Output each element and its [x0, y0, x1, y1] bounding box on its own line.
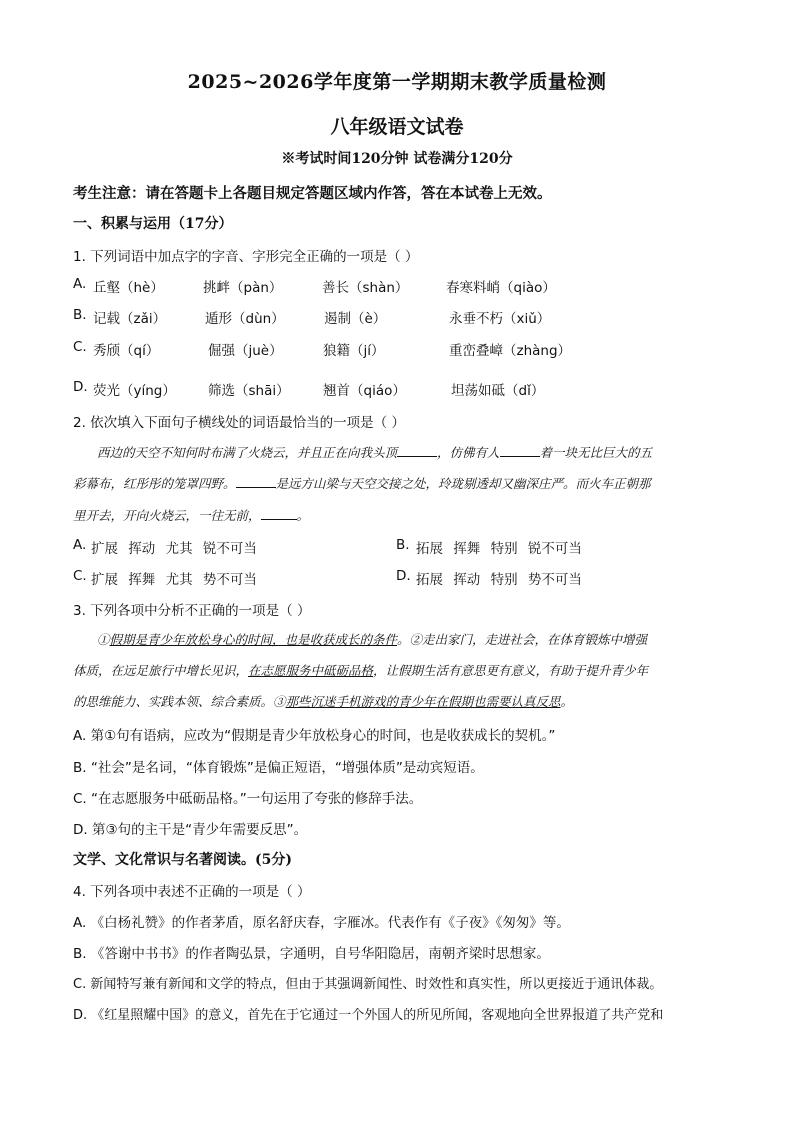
underlined-phrase: 在志愿服务中砥砺品格 — [248, 663, 374, 678]
option-label: D. — [73, 379, 88, 395]
option-word: 挑衅（pàn） — [203, 280, 283, 296]
option-label: C. — [73, 339, 87, 355]
answer-blank — [261, 507, 297, 520]
q3-passage-line-1: ①假期是青少年放松身心的时间，也是收获成长的条件。②走出家门，走进社会，在体育锻炼中增强 — [97, 632, 648, 647]
option-text: 拓展 挥舞 特别 锐不可当 — [416, 541, 582, 557]
option-word: 记载（zǎi） — [93, 311, 167, 327]
q3-option-c: C. “在志愿服务中砥砺品格。”一句运用了夸张的修辞手法。 — [73, 791, 423, 807]
option-label: A. — [73, 276, 87, 292]
option-label: B. — [73, 307, 87, 323]
option-word: 翘首（qiáo） — [323, 383, 406, 399]
exam-title: 2025~2026学年度第一学期期末教学质量检测 — [187, 71, 607, 93]
option-word: 重峦叠嶂（zhàng） — [449, 343, 572, 359]
question-1-stem: 1. 下列词语中加点字的字音、字形完全正确的一项是（ ） — [73, 249, 419, 265]
option-text: 扩展 挥舞 尤其 势不可当 — [91, 572, 257, 588]
option-text: 扩展 挥动 尤其 锐不可当 — [91, 541, 257, 557]
underlined-sentence-1: 假期是青少年放松身心的时间，也是收获成长的条件 — [109, 632, 398, 647]
option-word: 倔强（juè） — [208, 343, 283, 359]
q2-options-row-1 — [73, 537, 733, 557]
q1-option-a — [73, 276, 733, 296]
q2-options-row-2 — [73, 568, 733, 588]
option-word: 遁形（dùn） — [205, 311, 285, 327]
option-word: 坦荡如砥（dǐ） — [451, 383, 545, 399]
q1-option-b — [73, 307, 733, 327]
option-word: 荧光（yíng） — [93, 383, 176, 399]
q4-option-a: A. 《白杨礼赞》的作者茅盾，原名舒庆春，字雁冰。代表作有《子夜》《匆匆》等。 — [73, 915, 570, 931]
q3-option-a: A. 第①句有语病，应改为“假期是青少年放松身心的时间，也是收获成长的契机。” — [73, 728, 556, 744]
section-2-title: 文学、文化常识与名著阅读。(5分) — [73, 852, 292, 868]
q2-passage-line-2: 彩幕布，红彤彤的笼罩四野。 是远方山梁与天空交接之处，玲珑剔透却又幽深庄严。而火车正朝那 — [73, 476, 651, 491]
q2-passage-line-3: 里开去，开向火烧云，一往无前， 。 — [73, 508, 310, 523]
q3-option-d: D. 第③句的主干是“青少年需要反思”。 — [73, 822, 308, 838]
option-word: 永垂不朽（xiǔ） — [449, 311, 551, 327]
question-3-stem: 3. 下列各项中分析不正确的一项是（ ） — [73, 603, 311, 619]
q3-passage-line-3: 的思维能力、实践本领、综合素质。③那些沉迷手机游戏的青少年在假期也需要认真反思。 — [73, 694, 574, 709]
answer-blank — [236, 475, 276, 488]
option-label: C. — [73, 568, 87, 584]
option-word: 秀颀（qí） — [93, 343, 160, 359]
q4-option-b: B. 《答谢中书书》的作者陶弘景，字通明，自号华阳隐居，南朝齐梁时思想家。 — [73, 946, 550, 962]
option-label: D. — [396, 568, 411, 584]
option-word: 筛选（shāi） — [208, 383, 290, 399]
option-word: 春寒料峭（qiào） — [446, 280, 556, 296]
option-word: 丘壑（hè） — [93, 280, 164, 296]
q2-passage-line-1: 西边的天空不知何时布满了火烧云，并且正在向我头顶 ，仿佛有人 着一块无比巨大的五 — [97, 445, 653, 460]
answer-blank — [500, 444, 540, 457]
q4-option-c: C. 新闻特写兼有新闻和文学的特点，但由于其强调新闻性、时效性和真实性，所以更接近于通讯体裁。 — [73, 977, 663, 992]
candidate-notice: 考生注意：请在答题卡上各题目规定答题区域内作答，答在本试卷上无效。 — [73, 185, 552, 202]
exam-subtitle: 八年级语文试卷 — [330, 116, 464, 138]
question-2-stem: 2. 依次填入下面句子横线处的词语最恰当的一项是（ ） — [73, 415, 405, 431]
underlined-sentence-3: 那些沉迷手机游戏的青少年在假期也需要认真反思 — [285, 694, 561, 709]
option-word: 狼籍（jí） — [323, 343, 385, 359]
q3-passage-line-2: 体质，在远足旅行中增长见识，在志愿服务中砥砺品格，让假期生活有意思更有意义，有助于提升青少年 — [73, 663, 649, 678]
q3-option-b: B. “社会”是名词，“体育锻炼”是偏正短语，“增强体质”是动宾短语。 — [73, 760, 484, 776]
q4-option-d: D. 《红星照耀中国》的意义，首先在于它通过一个外国人的所见所闻，客观地向全世界报道了共产党和 — [73, 1008, 664, 1023]
option-word: 善长（shàn） — [322, 280, 409, 296]
q1-option-c — [73, 339, 733, 359]
option-label: A. — [73, 537, 87, 553]
answer-blank — [397, 444, 437, 457]
option-label: B. — [396, 537, 410, 553]
section-1-title: 一、积累与运用（17分） — [73, 216, 233, 232]
exam-info: ※考试时间120分钟 试卷满分120分 — [281, 151, 513, 167]
q1-option-d — [73, 379, 733, 399]
option-word: 遏制（è） — [324, 311, 387, 327]
question-4-stem: 4. 下列各项中表述不正确的一项是（ ） — [73, 884, 311, 900]
option-text: 拓展 挥动 特别 势不可当 — [416, 572, 582, 588]
